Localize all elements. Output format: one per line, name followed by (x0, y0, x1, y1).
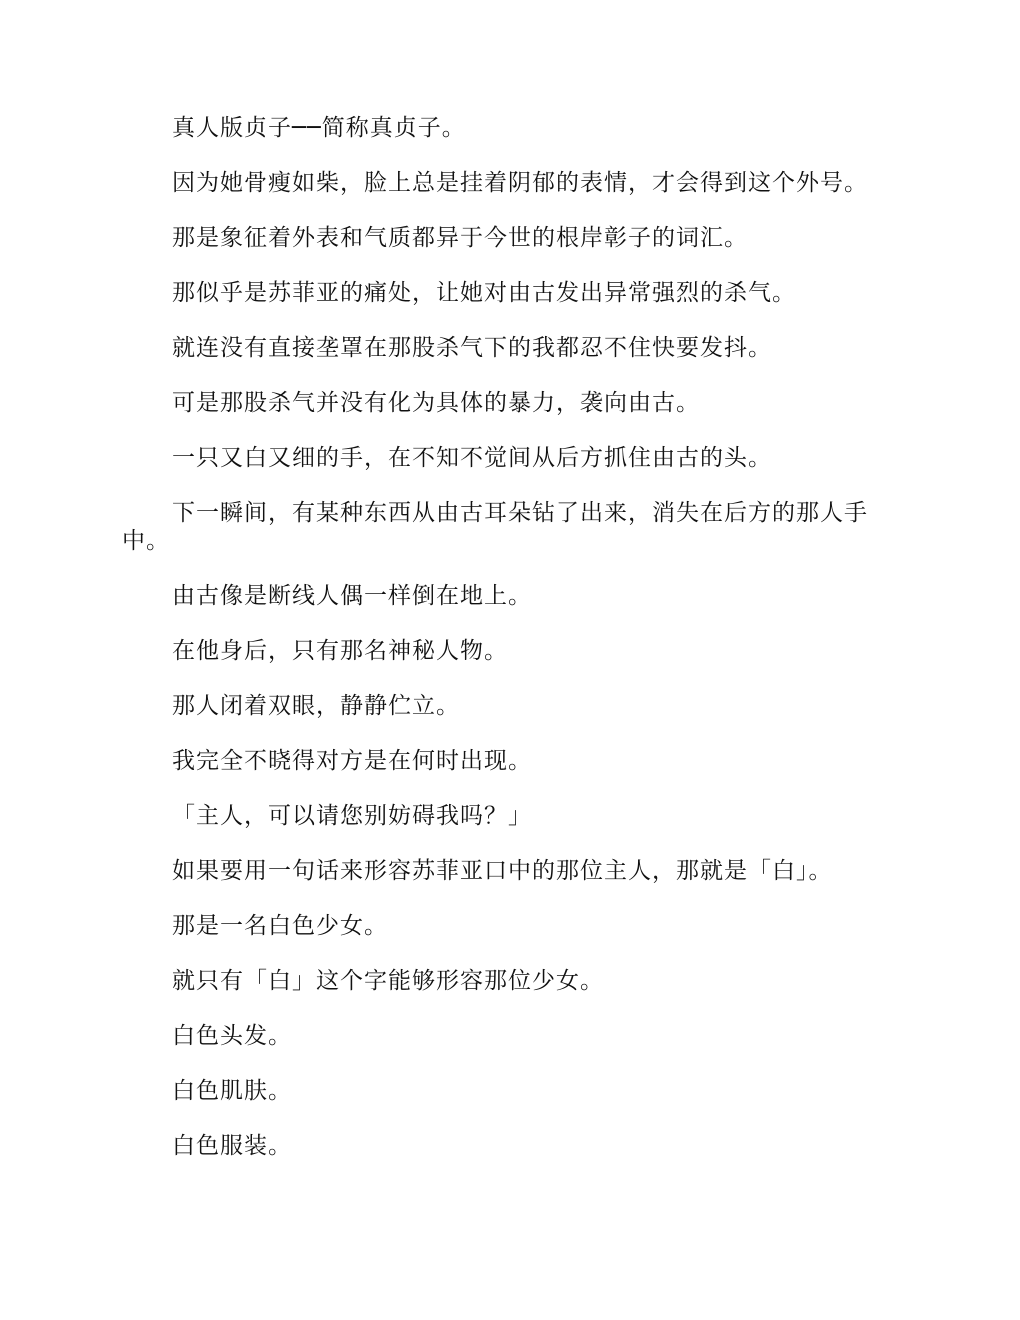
paragraph: 那是一名白色少女。 (172, 913, 388, 939)
paragraph: 「主人，可以请您别妨碍我吗？」 (172, 803, 532, 829)
paragraph: 如果要用一句话来形容苏菲亚口中的那位主人，那就是「白」。 (172, 858, 833, 884)
paragraph: 就连没有直接垄罩在那股杀气下的我都忍不住快要发抖。 (172, 335, 772, 361)
paragraph: 在他身后，只有那名神秘人物。 (172, 638, 508, 664)
paragraph: 一只又白又细的手，在不知不觉间从后方抓住由古的头。 (172, 445, 772, 471)
paragraph: 就只有「白」这个字能够形容那位少女。 (172, 968, 604, 994)
paragraph: 由古像是断线人偶一样倒在地上。 (172, 583, 532, 609)
paragraph: 那是象征着外表和气质都异于今世的根岸彰子的词汇。 (172, 225, 748, 251)
paragraph: 可是那股杀气并没有化为具体的暴力，袭向由古。 (172, 390, 700, 416)
paragraph: 下一瞬间，有某种东西从由古耳朵钻了出来，消失在后方的那人手中。 (122, 500, 868, 554)
paragraph: 白色头发。 (172, 1023, 292, 1049)
body-text (122, 114, 900, 1187)
paragraph: 白色肌肤。 (172, 1078, 292, 1104)
paragraph: 白色服装。 (172, 1133, 292, 1159)
paragraph: 那人闭着双眼，静静伫立。 (172, 693, 460, 719)
paragraph: 因为她骨瘦如柴，脸上总是挂着阴郁的表情，才会得到这个外号。 (172, 170, 868, 196)
paragraph: 我完全不晓得对方是在何时出现。 (172, 748, 532, 774)
paragraph: 那似乎是苏菲亚的痛处，让她对由古发出异常强烈的杀气。 (172, 280, 796, 306)
paragraph: 真人版贞子──简称真贞子。 (172, 115, 466, 141)
